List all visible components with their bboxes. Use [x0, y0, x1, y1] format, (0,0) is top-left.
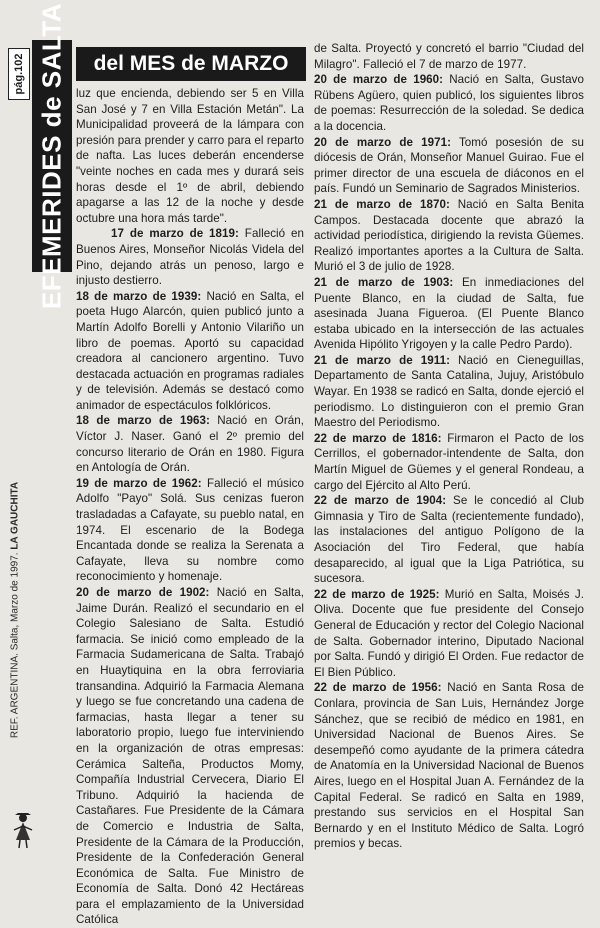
entry-text: En inmediaciones del Puente Blanco, en la ciudad de Salta, fue asesinada Juana Figueroa. (El Puente Blanco estaba ubicado en la intersección de las actuales Avenida Hipólito Yrigoyen y la calle Pedro Pardo). [314, 275, 585, 352]
entry-date: 21 de marzo de 1911: [314, 353, 451, 367]
left-intro: luz que encienda, debiendo ser 5 en Villa San José y 7 en Villa Estación Metán". La Municipalidad proveerá de la lámpara con presión para prender y carro para el reparto de nafta. Las luces deberán encenderse "veinte noches en cada mes y durará seis horas desde el 1º de abril, debiendo apagarse a las 12 de la noche y desde octubre una hora más tarde". [76, 87, 304, 225]
magazine-brand: LA GAUCHITA [9, 481, 21, 550]
entry-text: Nació en Salta, el poeta Hugo Alarcón, quien publicó junto a Martín Adolfo Borelli y Antonio Vilariño un libro de poemas. Aportó su capacidad creadora al cancionero argentino. Tuvo destacada actuación en programas radiales y de televisión. Además se destacó como animador de espectáculos folklóricos. [76, 289, 304, 412]
entry-text: Falleció el músico Adolfo "Payo" Solá. Sus cenizas fueron trasladadas a Cafayate, su pueblo natal, en 1974. El escenario de la Bodega Encantada donde se realiza la Serenata a Cafayate, lleva su nombre como reconocimiento y homenaje. [76, 476, 305, 584]
entry-text: Nació en Salta Benita Campos. Destacada docente que abrazó la actividad periodística, dirigiendo la revista Güemes. Realizó importantes aportes a la Cultura de Salta. Murió el 3 de julio de 1928. [314, 197, 584, 274]
month-banner: del MES de MARZO [76, 47, 306, 81]
entry-date: 22 de marzo de 1956: [314, 681, 442, 695]
entry-text: Se le concedió al Club Gimnasia y Tiro de Salta (recientemente fundado), las instalaciones del antiguo Polígono de la Asociación del Tiro Federal, que había desaparecido, al igual que la Liga Patriótica, su sucesora. [314, 494, 584, 586]
entry-date: 20 de marzo de 1902: [76, 586, 210, 599]
entry-date: 20 de marzo de 1960: [314, 73, 444, 87]
left-column [76, 86, 304, 928]
entry-date: 20 de marzo de 1971: [314, 135, 452, 149]
entry-text: Firmaron el Pacto de los Cerrillos, el gobernador-intendente de Salta, don Martín Miguel de Güemes y el general Rondeau, a cargo del Ejército al Alto Perú. [314, 431, 585, 492]
entry-date: 22 de marzo de 1925: [314, 587, 440, 601]
entry-date: 22 de marzo de 1816: [314, 431, 442, 445]
entry-text: Nació en Salta, Jaime Durán. Realizó el secundario en el Colegio Salesiano de Salta. Estudió farmacia. Se inició como empleado de la Farmacia Sudamericana de Salta. Trabajó en Huaytiquina en la obra ferroviaria transandina. Adquirió la Farmacia Alemana y luego se fue concretando una cadena de farmacias, hasta llegar a tener su laboratorio propio, luego fue interviniendo en la organización de otras empresas: Cerámica Salteña, Productos Momy, Compañía Industrial Cervecera, Diario El Tribuno. Adquirió la hacienda de Castañares. Fue Presidente de la Cámara de Comercio e Industria de Salta, Presidente de la Cámara de la Producción, Presidente de la Confederación General Económica de Salta. Fue Ministro de Economía de Salta. Donó 42 Hectáreas para el emplazamiento de la Universidad Católica [76, 586, 305, 927]
page-number-box [8, 48, 30, 100]
entry-paragraph [76, 476, 304, 585]
right-intro: de Salta. Proyectó y concretó el barrio "Ciudad del Milagro". Falleció el 7 de marzo de 1977. [314, 42, 584, 71]
entry-text: Tomó posesión de su diócesis de Orán, Monseñor Manuel Guirao. Fue el primer director de una escuela de diáconos en el país. Fundó un Seminario de Sagrados Ministerios. [314, 135, 584, 196]
entry-date: 18 de marzo de 1939: [76, 289, 202, 303]
section-title-box [32, 2, 72, 310]
gauchita-figure-icon [10, 810, 36, 850]
entry-paragraph [314, 493, 584, 587]
entry-text: Falleció en Buenos Aires, Monseñor Nicolás Videla del Pino, dejando atrás un penoso, largo e injusto destierro. [76, 227, 304, 288]
running-reference [8, 360, 22, 860]
entry-date: 21 de marzo de 1870: [314, 197, 450, 211]
entry-paragraph [76, 226, 304, 288]
entry-date: 22 de marzo de 1904: [314, 494, 447, 508]
entry-paragraph [314, 353, 584, 431]
entry-paragraph [314, 197, 584, 275]
entry-text: Nació en Santa Rosa de Conlara, provincia de San Luis, Hernández Jorge Sánchez, que se recibió de médico en 1981, en Universidad Nacional de Buenos Aires. Se desempeñó como ayudante de la primera cátedra de Anatomía en la Universidad Nacional de Buenos Aires, luego en el Hospital Juan A. Fernández de la Capital Federal. Se radicó en Salta en 1989, prestando sus servicios en el Hospital San Bernardo y en el Instituto Médico de Salta. Logró premios y becas. [314, 681, 585, 851]
gauchita-figure-icon [10, 810, 36, 850]
entry-date: 19 de marzo de 1962: [76, 476, 202, 490]
entry-paragraph [314, 135, 584, 197]
right-column [314, 41, 584, 852]
page-number: pág.102 [13, 53, 25, 95]
section-title: EFEMERIDES de SALTA [36, 2, 67, 310]
entry-paragraph [314, 587, 584, 681]
entry-text: Nació en Cieneguillas, Departamento de Santa Catalina, Jujuy, Aristóbulo Wayar. En 1938 se radicó en Salta, donde ejerció el periodismo. Lo distinguieron con el premio Gran Maestro del Periodismo. [314, 353, 585, 430]
entry-date: 17 de marzo de 1819: [111, 227, 239, 241]
entry-paragraph [314, 431, 584, 493]
entry-paragraph [314, 275, 584, 353]
reference-text: REF. ARGENTINA. Salta, Marzo de 1997. [9, 552, 21, 739]
entry-date: 21 de marzo de 1903: [314, 275, 454, 289]
entry-text: Murió en Salta, Moisés J. Oliva. Docente que fue presidente del Consejo General de Educación y rector del Colegio Nacional de Salta. Gobernador interino, Diputado Nacional por Salta. Fundó y dirigió El Orden. Fue redactor de El Bien Público. [314, 587, 584, 679]
entry-date: 18 de marzo de 1963: [76, 414, 210, 428]
entry-paragraph [314, 680, 584, 852]
entry-paragraph [76, 289, 304, 414]
entry-paragraph [76, 585, 304, 928]
entry-paragraph [314, 72, 584, 134]
entry-text: Nació en Orán, Víctor J. Naser. Ganó el 2º premio del concurso literario de Orán en 1980. Figura en Antología de Orán. [76, 414, 304, 475]
entry-paragraph [76, 413, 304, 475]
entry-text: Nació en Salta, Gustavo Rübens Agüero, quien publicó, los siguientes libros de poemas: Resurrección de la soledad. Se dedica a la docencia. [314, 73, 584, 133]
